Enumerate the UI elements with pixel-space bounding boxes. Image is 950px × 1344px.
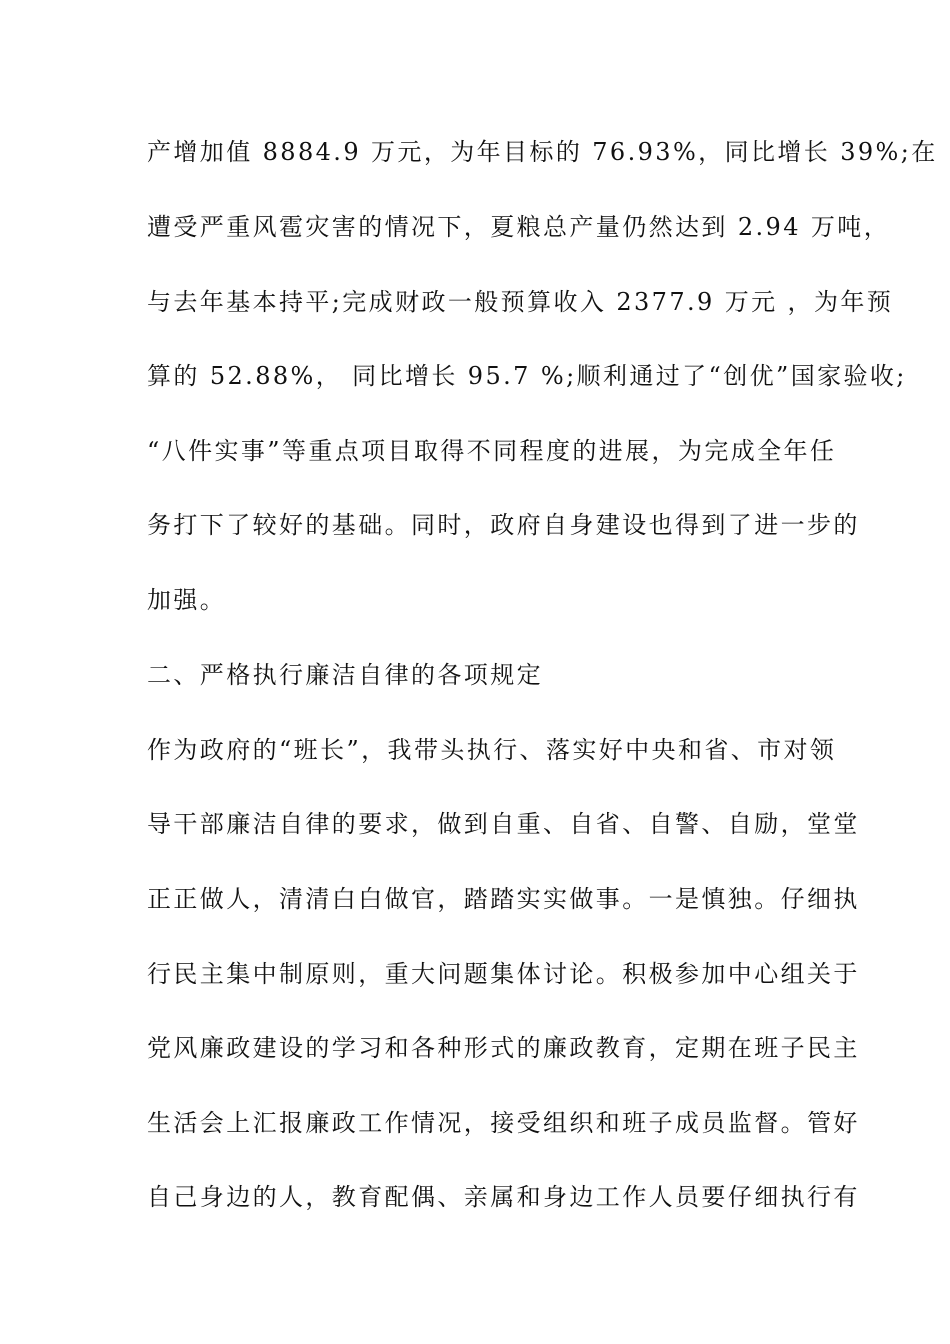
body-line-14: 生活会上汇报廉政工作情况，接受组织和班子成员监督。管好	[147, 1109, 860, 1137]
section-heading: 二、严格执行廉洁自律的各项规定	[147, 661, 543, 689]
body-line-2: 遭受严重风雹灾害的情况下，夏粮总产量仍然达到 2.94 万吨，	[147, 213, 891, 241]
body-line-7: 加强。	[147, 586, 227, 614]
body-line-4: 算的 52.88%， 同比增长 95.7 %;顺利通过了“创优”国家验收;	[147, 362, 907, 390]
body-line-12: 行民主集中制原则，重大问题集体讨论。积极参加中心组关于	[147, 960, 860, 988]
body-line-11: 正正做人，清清白白做官，踏踏实实做事。一是慎独。仔细执	[147, 885, 860, 913]
body-line-6: 务打下了较好的基础。同时，政府自身建设也得到了进一步的	[147, 511, 860, 539]
body-line-10: 导干部廉洁自律的要求，做到自重、自省、自警、自励，堂堂	[147, 810, 860, 838]
body-line-1: 产增加值 8884.9 万元，为年目标的 76.93%，同比增长 39%;在	[147, 138, 938, 166]
body-line-9: 作为政府的“班长”，我带头执行、落实好中央和省、市对领	[147, 736, 837, 764]
body-line-5: “八件实事”等重点项目取得不同程度的进展，为完成全年任	[147, 437, 837, 465]
body-line-15: 自己身边的人，教育配偶、亲属和身边工作人员要仔细执行有	[147, 1183, 860, 1211]
body-line-13: 党风廉政建设的学习和各种形式的廉政教育，定期在班子民主	[147, 1034, 860, 1062]
body-line-3: 与去年基本持平;完成财政一般预算收入 2377.9 万元 ，为年预	[147, 288, 894, 316]
